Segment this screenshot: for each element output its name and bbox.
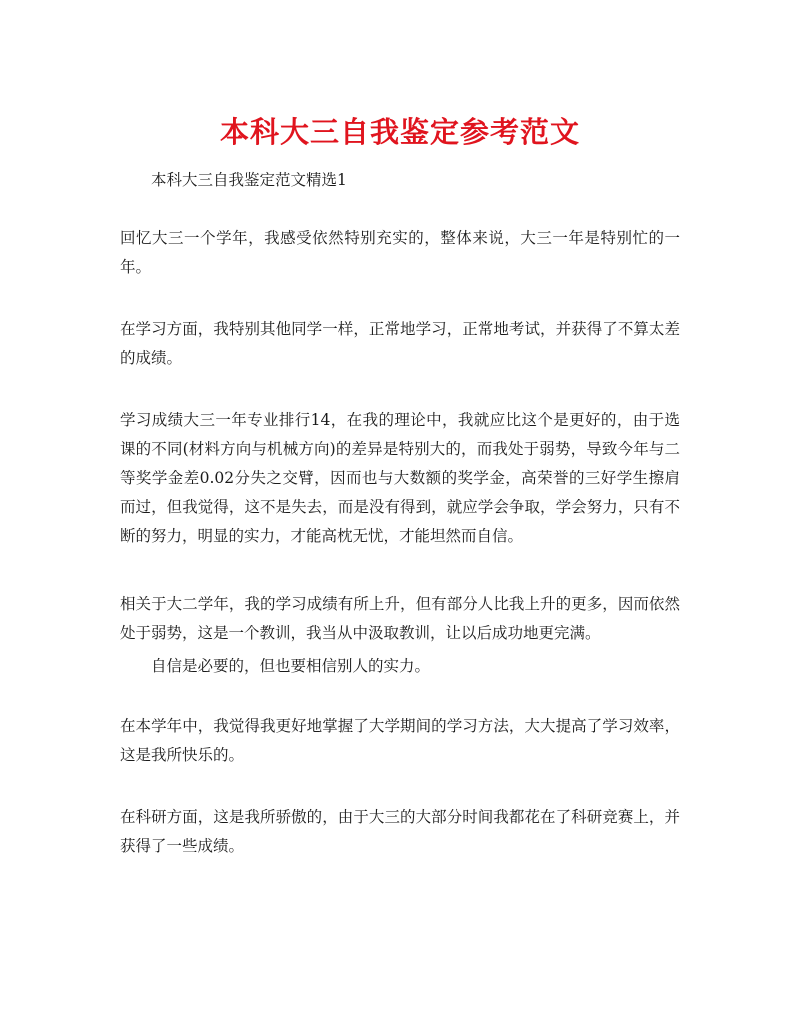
- paragraph-3: 学习成绩大三一年专业排行14，在我的理论中，我就应比这个是更好的，由于选课的不同(材料方向与机械方向)的差异是特别大的，而我处于弱势，导致今年与二等奖学金差0.02分失之交臂，因而也与大数额的奖学金，高荣誉的三好学生擦肩而过，但我觉得，这不是失去，而是没有得到，就应学会争取，学会努力，只有不断的努力，明显的实力，才能高枕无忧，才能坦然而自信。: [120, 411, 680, 545]
- paragraph-2: 在学习方面，我特别其他同学一样，正常地学习，正常地考试，并获得了不算太差的成绩。: [120, 320, 680, 367]
- paragraph-1: 回忆大三一个学年，我感受依然特别充实的，整体来说，大三一年是特别忙的一年。: [120, 229, 680, 276]
- paragraph-7: 在科研方面，这是我所骄傲的，由于大三的大部分时间我都花在了科研竞赛上，并获得了一些成绩。: [120, 808, 680, 855]
- document-title: 本科大三自我鉴定参考范文: [219, 115, 580, 149]
- paragraph-5: 自信是必要的，但也要相信别人的实力。: [151, 657, 431, 675]
- paragraph-4: 相关于大二学年，我的学习成绩有所上升，但有部分人比我上升的更多，因而依然处于弱势，这是一个教训，我当从中汲取教训，让以后成功地更完满。: [120, 595, 680, 642]
- paragraph-6: 在本学年中，我觉得我更好地掌握了大学期间的学习方法，大大提高了学习效率，这是我所快乐的。: [120, 717, 680, 764]
- subtitle: 本科大三自我鉴定范文精选1: [151, 171, 347, 189]
